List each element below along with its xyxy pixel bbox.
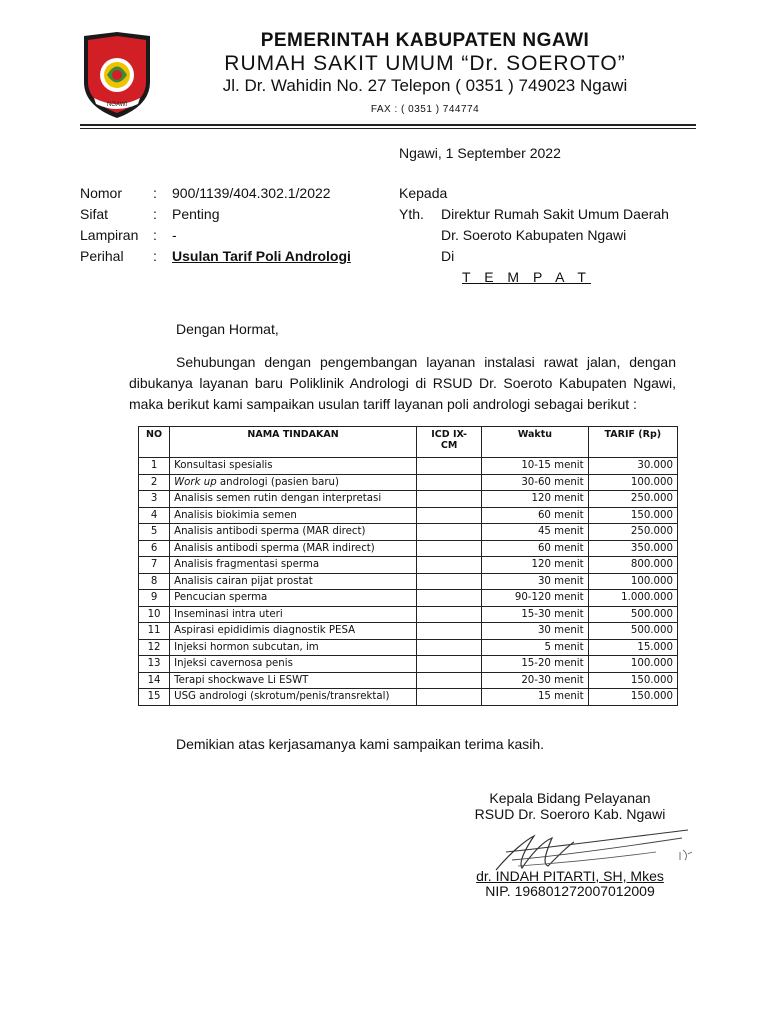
field-label-lampiran: Lampiran [80, 227, 139, 243]
header-divider-thin [80, 128, 696, 129]
cell-tarif: 150.000 [588, 672, 677, 689]
cell-icd [417, 672, 482, 689]
cell-icd [417, 606, 482, 623]
cell-tarif: 800.000 [588, 557, 677, 574]
table-row [139, 507, 678, 524]
cell-no: 8 [139, 573, 170, 590]
cell-nama: Aspirasi epididimis diagnostik PESA [170, 623, 417, 640]
cell-no: 3 [139, 491, 170, 508]
cell-tarif: 1.000.000 [588, 590, 677, 607]
cell-nama-rest: andrologi (pasien baru) [216, 476, 339, 488]
recipient-line1: Direktur Rumah Sakit Umum Daerah [441, 206, 669, 222]
cell-waktu: 60 menit [482, 507, 588, 524]
cell-nama: Konsultasi spesialis [170, 458, 417, 475]
col-waktu: Waktu [482, 427, 588, 458]
cell-nama: Inseminasi intra uteri [170, 606, 417, 623]
cell-tarif: 500.000 [588, 606, 677, 623]
cell-icd [417, 656, 482, 673]
cell-icd [417, 623, 482, 640]
recipient-di: Di [441, 248, 455, 264]
cell-waktu: 30-60 menit [482, 474, 588, 491]
field-sep: : [153, 227, 157, 243]
cell-waktu: 20-30 menit [482, 672, 588, 689]
table-row [139, 557, 678, 574]
field-label-nomor: Nomor [80, 185, 123, 201]
cell-no: 7 [139, 557, 170, 574]
cell-no: 15 [139, 689, 170, 706]
cell-nama: Injeksi hormon subcutan, im [170, 639, 417, 656]
cell-nama: Analisis biokimia semen [170, 507, 417, 524]
cell-nama: Analisis fragmentasi sperma [170, 557, 417, 574]
cell-tarif: 100.000 [588, 656, 677, 673]
table-row [139, 672, 678, 689]
col-icd: ICD IX- CM [417, 427, 482, 458]
cell-waktu: 45 menit [482, 524, 588, 541]
body-line-2: dibukanya layanan baru Poliklinik Andrologi di RSUD Dr. Soeroto Kabupaten Ngawi, [129, 375, 676, 391]
cell-nama: Analisis antibodi sperma (MAR indirect) [170, 540, 417, 557]
recipient-line2: Dr. Soeroto Kabupaten Ngawi [441, 227, 627, 243]
cell-waktu: 5 menit [482, 639, 588, 656]
scribble-mark [676, 846, 696, 866]
table-row [139, 689, 678, 706]
cell-tarif: 500.000 [588, 623, 677, 640]
cell-no: 12 [139, 639, 170, 656]
cell-tarif: 250.000 [588, 524, 677, 541]
field-value-nomor: 900/1139/404.302.1/2022 [172, 185, 331, 201]
svg-text:NGAWI: NGAWI [106, 102, 128, 108]
cell-no: 10 [139, 606, 170, 623]
field-value-perihal: Usulan Tarif Poli Andrologi [172, 248, 351, 264]
table-row [139, 656, 678, 673]
cell-icd [417, 458, 482, 475]
cell-icd [417, 689, 482, 706]
cell-nama [170, 474, 417, 491]
cell-no: 11 [139, 623, 170, 640]
field-label-perihal: Perihal [80, 248, 124, 264]
cell-nama: Injeksi cavernosa penis [170, 656, 417, 673]
tarif-table [138, 426, 678, 706]
cell-tarif: 30.000 [588, 458, 677, 475]
field-sep: : [153, 206, 157, 222]
body-line-3: maka berikut kami sampaikan usulan tariff layanan poli andrologi sebagai berikut : [129, 396, 637, 412]
cell-waktu: 30 menit [482, 573, 588, 590]
header-address: Jl. Dr. Wahidin No. 27 Telepon ( 0351 ) 749023 Ngawi [222, 76, 628, 95]
cell-nama: Terapi shockwave Li ESWT [170, 672, 417, 689]
cell-icd [417, 491, 482, 508]
cell-icd [417, 474, 482, 491]
recipient-tempat: T E M P A T [462, 269, 591, 285]
recipient-yth: Yth. [399, 206, 424, 222]
header-divider [80, 124, 696, 126]
col-tarif: TARIF (Rp) [588, 427, 677, 458]
greeting: Dengan Hormat, [176, 321, 279, 337]
body-line-1: Sehubungan dengan pengembangan layanan instalasi rawat jalan, dengan [176, 354, 676, 370]
col-nama-tindakan: NAMA TINDAKAN [170, 427, 417, 458]
cell-no: 4 [139, 507, 170, 524]
cell-waktu: 15-20 menit [482, 656, 588, 673]
cell-tarif: 100.000 [588, 474, 677, 491]
table-row [139, 590, 678, 607]
cell-tarif: 150.000 [588, 507, 677, 524]
cell-waktu: 15-30 menit [482, 606, 588, 623]
cell-waktu: 10-15 menit [482, 458, 588, 475]
table-row [139, 606, 678, 623]
signature-title-2: RSUD Dr. Soeroro Kab. Ngawi [474, 806, 666, 822]
cell-icd [417, 573, 482, 590]
table-header-row [139, 427, 678, 458]
ngawi-emblem-logo [80, 30, 154, 120]
col-no: NO [139, 427, 170, 458]
field-sep: : [153, 248, 157, 264]
cell-no: 14 [139, 672, 170, 689]
cell-tarif: 100.000 [588, 573, 677, 590]
cell-nama: Pencucian sperma [170, 590, 417, 607]
cell-waktu: 30 menit [482, 623, 588, 640]
table-row [139, 623, 678, 640]
field-value-sifat: Penting [172, 206, 220, 222]
header-government: PEMERINTAH KABUPATEN NGAWI [260, 30, 590, 51]
cell-no: 1 [139, 458, 170, 475]
cell-icd [417, 524, 482, 541]
letter-date: Ngawi, 1 September 2022 [399, 145, 561, 161]
cell-tarif: 350.000 [588, 540, 677, 557]
header-fax: FAX : ( 0351 ) 744774 [370, 104, 480, 115]
signatory-nip: NIP. 196801272007012009 [485, 883, 655, 899]
cell-nama: Analisis cairan pijat prostat [170, 573, 417, 590]
cell-tarif: 250.000 [588, 491, 677, 508]
signatory-name: dr. INDAH PITARTI, SH, Mkes [476, 868, 664, 884]
cell-no: 9 [139, 590, 170, 607]
signature-title-1: Kepala Bidang Pelayanan [489, 790, 651, 806]
field-value-lampiran: - [172, 227, 177, 243]
cell-no: 6 [139, 540, 170, 557]
cell-nama: Analisis antibodi sperma (MAR direct) [170, 524, 417, 541]
closing-text: Demikian atas kerjasamanya kami sampaikan terima kasih. [176, 736, 545, 752]
table-row [139, 491, 678, 508]
table-row [139, 639, 678, 656]
cell-icd [417, 540, 482, 557]
table-row [139, 573, 678, 590]
field-label-sifat: Sifat [80, 206, 109, 222]
cell-nama: Analisis semen rutin dengan interpretasi [170, 491, 417, 508]
cell-waktu: 120 menit [482, 491, 588, 508]
table-row [139, 458, 678, 475]
field-sep: : [153, 185, 157, 201]
cell-icd [417, 590, 482, 607]
cell-waktu: 120 menit [482, 557, 588, 574]
cell-waktu: 90-120 menit [482, 590, 588, 607]
cell-tarif: 150.000 [588, 689, 677, 706]
cell-nama-italic: Work up [174, 476, 217, 488]
cell-icd [417, 639, 482, 656]
cell-waktu: 15 menit [482, 689, 588, 706]
cell-tarif: 15.000 [588, 639, 677, 656]
recipient-kepada: Kepada [399, 185, 448, 201]
table-row [139, 524, 678, 541]
cell-nama: USG andrologi (skrotum/penis/transrektal) [170, 689, 417, 706]
table-row [139, 474, 678, 491]
cell-no: 5 [139, 524, 170, 541]
header-hospital-name: RUMAH SAKIT UMUM “Dr. SOEROTO” [224, 52, 626, 75]
table-row [139, 540, 678, 557]
cell-icd [417, 507, 482, 524]
cell-waktu: 60 menit [482, 540, 588, 557]
cell-no: 13 [139, 656, 170, 673]
cell-no: 2 [139, 474, 170, 491]
cell-icd [417, 557, 482, 574]
